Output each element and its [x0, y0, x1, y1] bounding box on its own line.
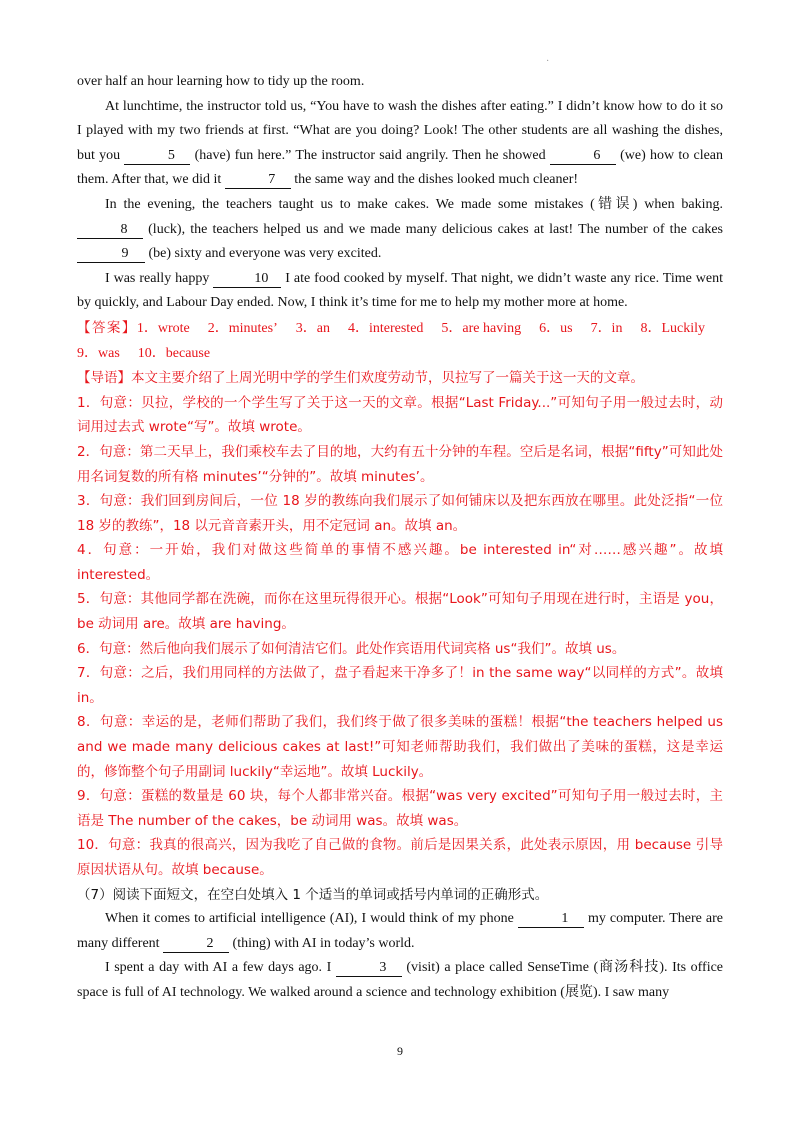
answer-item: 8．Luckily [640, 320, 705, 336]
text-run: the same way and the dishes looked much cleaner! [294, 172, 579, 188]
blank-s7-3: 3 [336, 960, 402, 977]
blank-5: 5 [124, 148, 190, 165]
answer-item: 7．in [590, 320, 623, 336]
text-run: (visit) a place called SenseTime (商汤科技). Its office space is full of AI technology. We walked around a science and technology exhibition (展览). I saw many [77, 960, 724, 1000]
section-7-paragraph-2 [77, 956, 723, 1005]
answer-item: 5．are having [441, 320, 522, 336]
blank-6: 6 [550, 148, 616, 165]
blank-s7-1: 1 [518, 911, 584, 928]
section-7-heading: （7）阅读下面短文，在空白处填入 1 个适当的单词或括号内单词的正确形式。 [77, 886, 549, 903]
explanation-item: 1．句意：贝拉，学校的一个学生写了关于这一天的文章。根据“Last Friday...”可知句子用一般过去时，动词用过去式 wrote“写”。故填 wrote。 [77, 394, 723, 436]
header-mark: · [546, 56, 550, 67]
text-run: At lunchtime, the instructor told us, “You have to wash the dishes after eating.” I didn’t know how to do it so I played with my two friends at first. “What are you doing? Look! The other students are all washing the dishes, but you [77, 98, 723, 163]
passage-paragraph-1 [77, 95, 723, 193]
blank-9: 9 [77, 246, 145, 263]
guide-text: 【导语】本文主要介绍了上周光明中学的学生们欢度劳动节，贝拉写了一篇关于这一天的文章。 [77, 370, 644, 387]
page-content [77, 70, 723, 1006]
explanation-item: 2．句意：第二天早上，我们乘校车去了目的地，大约有五十分钟的车程。空后是名词，根据“fifty”可知此处用名词复数的所有格 minutes’“分钟的”。故填 minutes’。 [77, 443, 723, 485]
answer-item: 6．us [539, 320, 573, 336]
explanation-item: 8．句意：幸运的是，老师们帮助了我们，我们终于做了很多美味的蛋糕！根据“the teachers helped us and we made many delicious cakes at last!”可知老师帮助我们，我们做出了美味的蛋糕，这是幸运的，修饰整个句子用副词 luckily“幸运地”。故填 Luckily。 [77, 714, 723, 780]
answer-item: 2．minutes’ [207, 320, 278, 336]
text-run: (luck), the teachers helped us and we made many delicious cakes at last! The number of the cakes [148, 221, 724, 237]
answer-item: 10．because [137, 345, 211, 361]
explanation-item: 7．句意：之后，我们用同样的方法做了，盘子看起来干净多了！in the same way“以同样的方式”。故填 in。 [77, 665, 723, 706]
text-run: (have) fun here.” The instructor said angrily. Then he showed [194, 147, 546, 163]
answer-item: 9．was [77, 345, 120, 361]
blank-8: 8 [77, 222, 143, 239]
text-run: When it comes to artificial intelligence (AI), I would think of my phone [105, 911, 514, 927]
answer-key [77, 316, 723, 366]
text-run: (thing) with AI in today’s world. [232, 935, 415, 951]
text-run: (we) how to clean them. After that, we did it [77, 147, 724, 188]
text-run: In the evening, the teachers taught us to make cakes. We made some mistakes (错误) when baking. [105, 196, 723, 212]
explanation-item: 9．句意：蛋糕的数量是 60 块，每个人都非常兴奋。根据“was very excited”可知句子用一般过去时，主语是 The number of the cakes，be 动词用 was。故填 was。 [77, 788, 723, 829]
explanation-item: 3．句意：我们回到房间后，一位 18 岁的教练向我们展示了如何铺床以及把东西放在哪里。此处泛指“一位 18 岁的教练”，18 以元音音素开头，用不定冠词 an。故填 an。 [77, 493, 723, 534]
answer-item: 4．interested [347, 320, 424, 336]
text-run: (be) sixty and everyone was very excited. [148, 246, 382, 262]
blank-10: 10 [213, 271, 281, 288]
explanation-list [77, 391, 723, 883]
answer-item: 3．an [295, 320, 330, 336]
explanation-item: 4．句意：一开始，我们对做这些简单的事情不感兴趣。be interested in“对……感兴趣”。故填 interested。 [77, 542, 723, 583]
passage-paragraph-2 [77, 193, 723, 267]
text-run: I spent a day with AI a few days ago. I [105, 960, 332, 976]
section-7-paragraph-1 [77, 907, 723, 956]
text-run: I was really happy [105, 270, 210, 286]
answer-item: 1．wrote [136, 320, 190, 336]
passage-paragraph-0: over half an hour learning how to tidy up the room. [77, 74, 365, 89]
explanation-item: 10．句意：我真的很高兴，因为我吃了自己做的食物。前后是因果关系，此处表示原因，用 because 引导原因状语从句。故填 because。 [77, 837, 723, 878]
blank-7: 7 [225, 172, 291, 189]
explanation-item: 5．句意：其他同学都在洗碗，而你在这里玩得很开心。根据“Look”可知句子用现在进行时，主语是 you，be 动词用 are。故填 are having。 [77, 591, 723, 633]
text-run: my computer. There are many different [77, 911, 724, 951]
answer-label: 【答案】 [77, 319, 137, 336]
blank-s7-2: 2 [163, 936, 229, 953]
passage-paragraph-3 [77, 267, 723, 316]
page-number: 9 [397, 1044, 403, 1058]
explanation-item: 6．句意：然后他向我们展示了如何清洁它们。此处作宾语用代词宾格 us“我们”。故填 us。 [77, 640, 626, 657]
text-run: I ate food cooked by myself. That night, we didn’t waste any rice. Time went by quickly, and Labour Day ended. Now, I think it’s time for me to help my mother more at home. [77, 270, 724, 311]
